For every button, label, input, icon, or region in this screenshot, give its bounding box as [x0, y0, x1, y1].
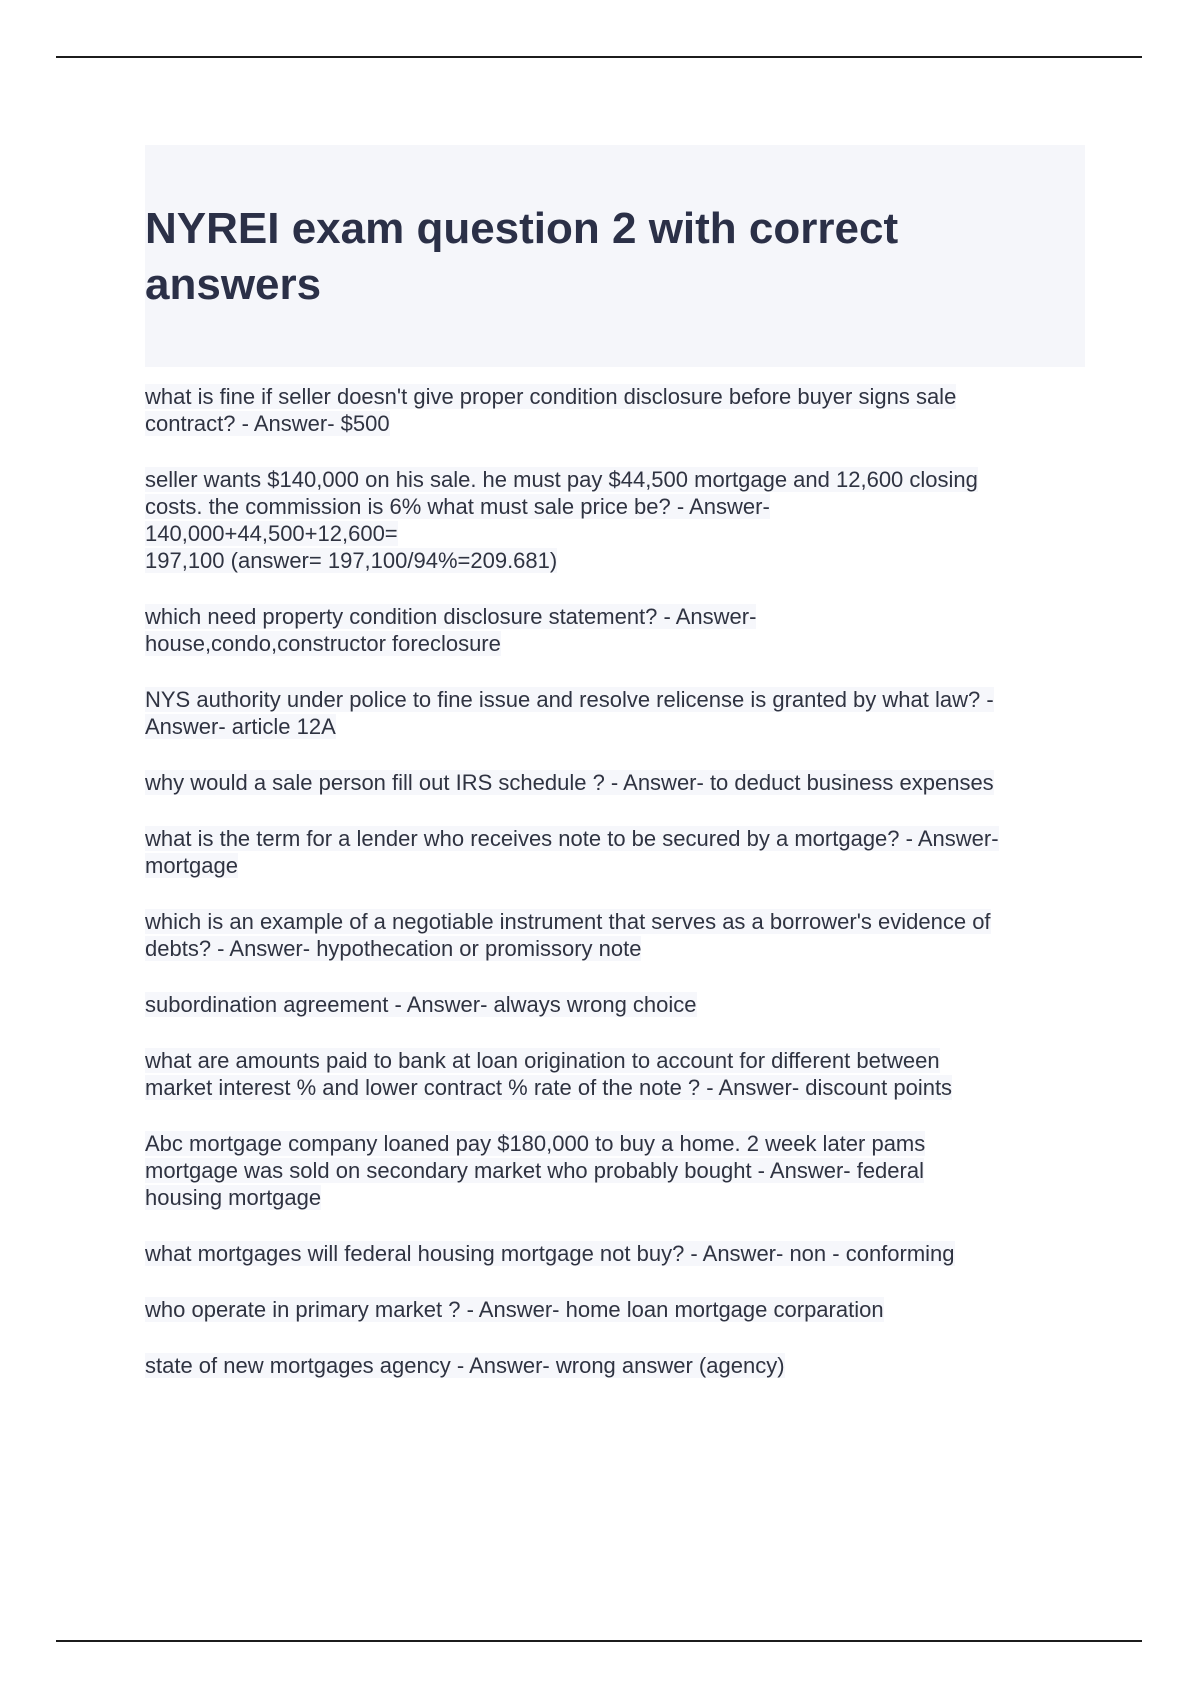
qa-item-text: state of new mortgages agency - Answer- wrong answer (agency): [145, 1353, 785, 1378]
qa-item: [145, 1130, 1085, 1211]
qa-item: [145, 1352, 1085, 1379]
footer-rule: [56, 1640, 1142, 1642]
qa-item-text: NYS authority under police to fine issue and resolve relicense is granted by what law? - Answer- article 12A: [145, 687, 994, 739]
qa-item: [145, 991, 1085, 1018]
qa-item: [145, 908, 1085, 962]
qa-item: [145, 1047, 1085, 1101]
qa-item: [145, 686, 1085, 740]
qa-item-text: who operate in primary market ? - Answer- home loan mortgage corparation: [145, 1297, 884, 1322]
document-title: NYREI exam question 2 with correct answers: [145, 204, 899, 309]
qa-item-text: subordination agreement - Answer- always wrong choice: [145, 992, 697, 1017]
qa-item-text: what are amounts paid to bank at loan origination to account for different between market interest % and lower contract % rate of the note ? - Answer- discount points: [145, 1048, 953, 1100]
qa-item-text: which need property condition disclosure statement? - Answer- house,condo,constructor foreclosure: [145, 604, 757, 656]
document-body: [145, 145, 1085, 1408]
qa-item: [145, 466, 1085, 574]
qa-item-text: seller wants $140,000 on his sale. he must pay $44,500 mortgage and 12,600 closing costs. the commission is 6% what must sale price be? - Answer- 140,000+44,500+12,600= 197,100 (answer= 197,100/94%=209.681): [145, 467, 978, 573]
qa-item: [145, 769, 1085, 796]
qa-item-text: which is an example of a negotiable instrument that serves as a borrower's evidence of debts? - Answer- hypothecation or promissory note: [145, 909, 991, 961]
title-block: [145, 145, 1085, 367]
qa-item-text: Abc mortgage company loaned pay $180,000 to buy a home. 2 week later pams mortgage was sold on secondary market who probably bought - Answer- federal housing mortgage: [145, 1131, 926, 1210]
qa-item-text: what is fine if seller doesn't give proper condition disclosure before buyer signs sale contract? - Answer- $500: [145, 384, 957, 436]
qa-item: [145, 1296, 1085, 1323]
qa-item-text: what mortgages will federal housing mortgage not buy? - Answer- non - conforming: [145, 1241, 955, 1266]
qa-item: [145, 1240, 1085, 1267]
qa-item-text: what is the term for a lender who receives note to be secured by a mortgage? - Answer- mortgage: [145, 826, 999, 878]
qa-item: [145, 825, 1085, 879]
qa-list: [145, 383, 1085, 1379]
qa-item: [145, 603, 1085, 657]
qa-item: [145, 383, 1085, 437]
qa-item-text: why would a sale person fill out IRS schedule ? - Answer- to deduct business expenses: [145, 770, 994, 795]
header-rule: [56, 56, 1142, 58]
